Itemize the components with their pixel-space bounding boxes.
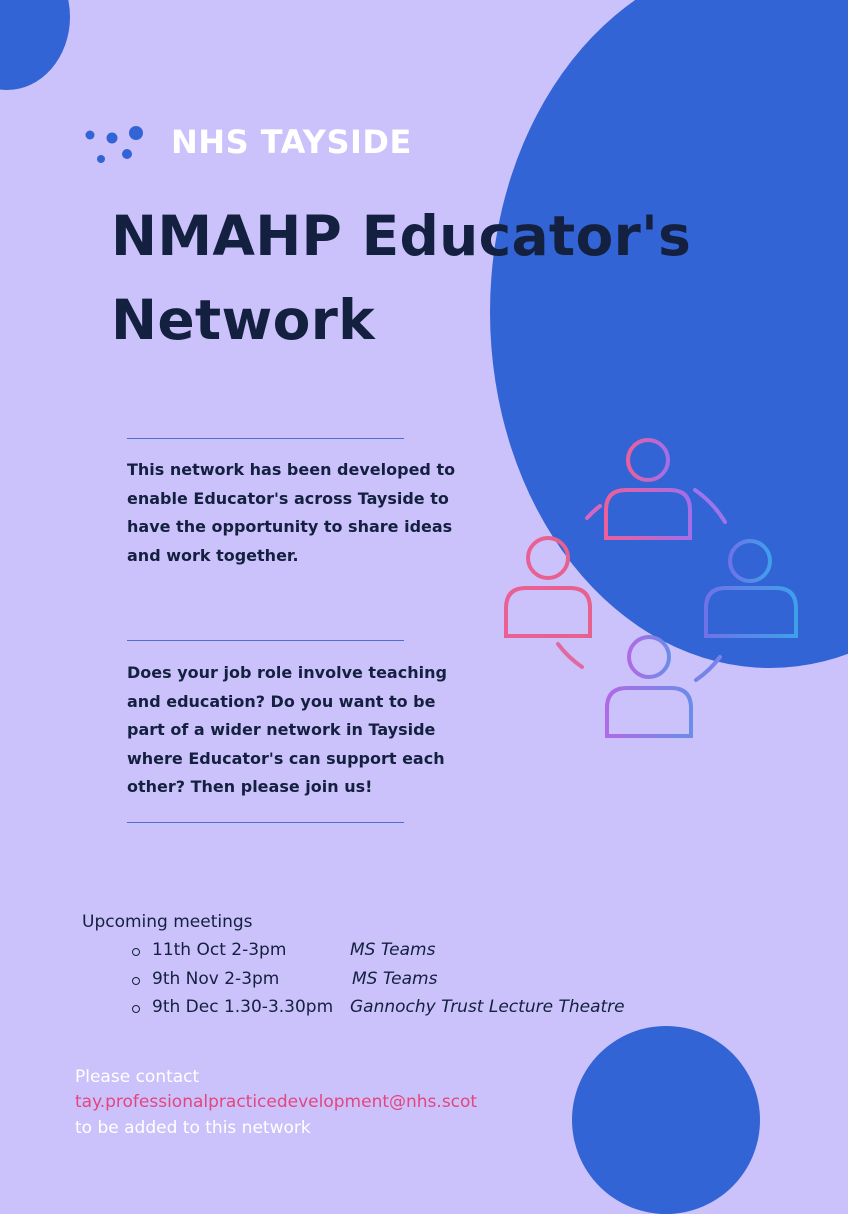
divider-middle [127,640,404,641]
title-line-1: NMAHP Educator's [111,204,692,268]
decorative-circle-top [0,0,70,90]
invitation-paragraph: Does your job role involve teaching and education? Do you want to be part of a wider network in Tayside where Educator's can support each other? Then please join us! [127,663,447,796]
people-network-icon [500,432,806,744]
bullet-icon [132,977,140,985]
meetings-heading: Upcoming meetings [82,912,253,932]
meeting-date: 11th Oct 2-3pm [152,940,287,960]
contact-intro: Please contact [75,1067,200,1087]
meeting-venue: MS Teams [350,940,436,960]
bullet-icon [132,948,140,956]
page-title [111,194,691,362]
bullet-icon [132,1005,140,1013]
decorative-circle-bottom [572,1026,760,1214]
meeting-venue: Gannochy Trust Lecture Theatre [350,997,625,1017]
title-line-2: Network [111,288,376,352]
meeting-date: 9th Nov 2-3pm [152,969,280,989]
divider-top [127,438,404,439]
intro-paragraph: This network has been developed to enable Educator's across Tayside to have the opportunity to share ideas and work together. [127,460,456,565]
dots-logo-icon [84,124,144,164]
organisation-name: NHS TAYSIDE [171,123,412,161]
meeting-date: 9th Dec 1.30-3.30pm [152,997,334,1017]
meeting-venue: MS Teams [352,969,438,989]
contact-outro: to be added to this network [75,1118,311,1138]
divider-bottom [127,822,404,823]
contact-email-link[interactable]: tay.professionalpracticedevelopment@nhs.scot [75,1092,478,1112]
